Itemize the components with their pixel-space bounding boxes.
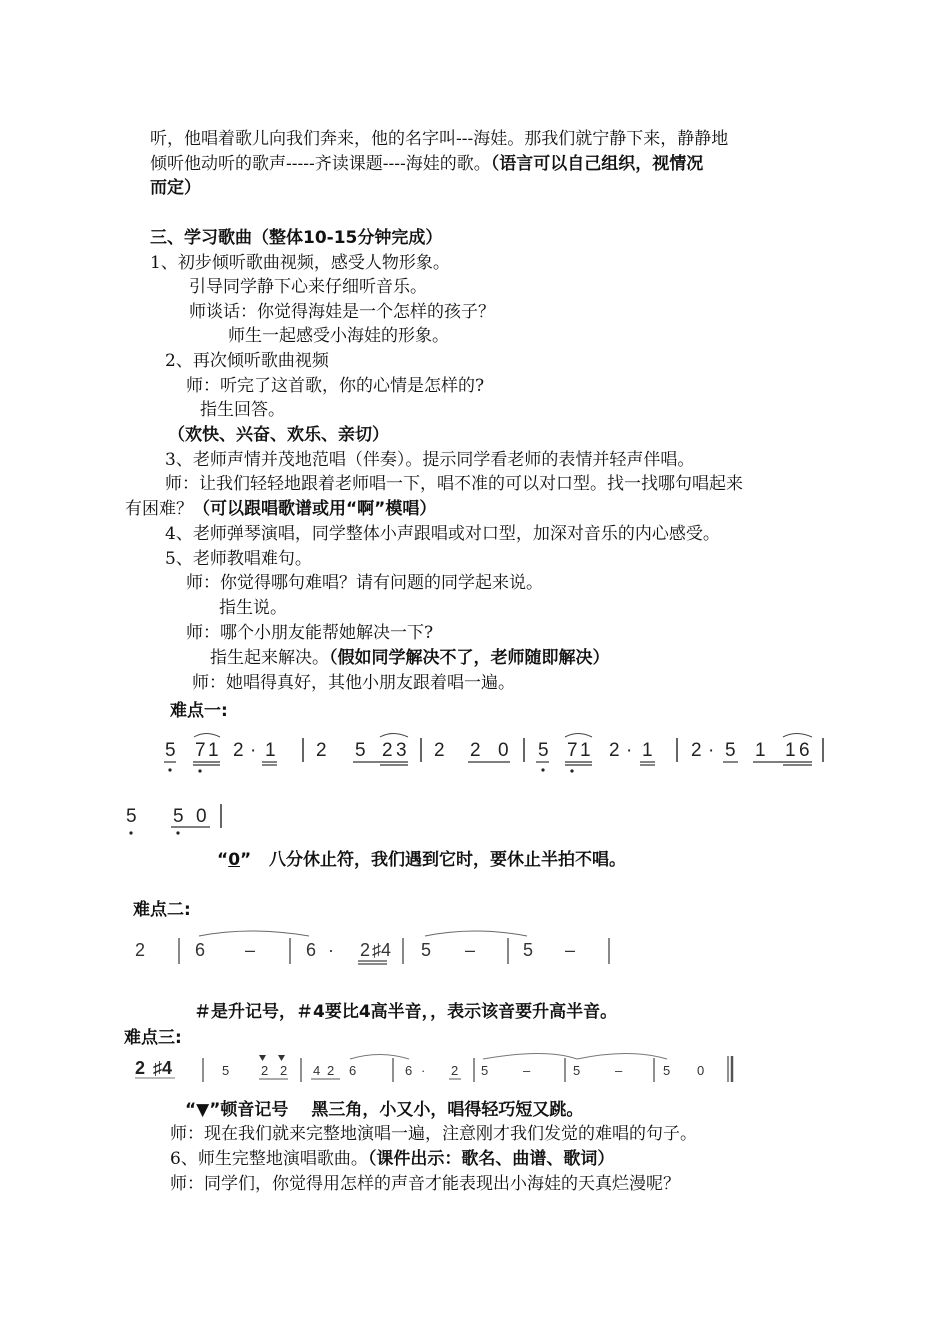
note: – <box>565 940 576 960</box>
note: – <box>465 940 476 960</box>
step-5d <box>210 646 610 670</box>
octave-dot <box>176 831 179 834</box>
difficulty-1-explanation: 八分休止符，我们遇到它时，要休止半拍不唱。 <box>268 850 626 870</box>
difficulty-2-note: ＃是升记号，＃4要比4高半音，，表示该音要升高半音。 <box>194 1002 618 1022</box>
step-2a: 师：听完了这首歌，你的心情是怎样的? <box>186 376 485 396</box>
note: 2 <box>280 1063 288 1078</box>
note: 3 <box>396 740 407 761</box>
note: 5 <box>538 740 549 761</box>
note: 6 <box>195 940 206 960</box>
octave-dots <box>168 768 573 772</box>
note: 2 <box>470 740 481 761</box>
note: 2 <box>360 940 371 960</box>
intro-line-2-text: 倾听他动听的歌声-----齐读课题----海娃的歌。 <box>150 154 491 174</box>
note: 1 <box>755 740 766 761</box>
step-2c: （欢快、兴奋、欢乐、亲切） <box>168 425 389 445</box>
note: 5 <box>573 1063 581 1078</box>
step-5a: 师：你觉得哪句难唱？请有问题的同学起来说。 <box>186 573 543 593</box>
ties <box>350 1054 667 1060</box>
step-3: 3、老师声情并茂地范唱（伴奏）。提示同学看老师的表情并轻声伴唱。 <box>165 450 695 470</box>
step-5d-note: （假如同学解决不了，老师随即解决） <box>329 648 610 668</box>
note: 5 <box>421 940 432 960</box>
note: 5 <box>173 806 184 827</box>
difficulty-1-notation-row-2 <box>120 800 250 836</box>
note: ♯4 <box>372 940 392 960</box>
intro-line-3: 而定） <box>150 178 201 198</box>
step-1: 1、初步倾听歌曲视频，感受人物形象。 <box>150 253 450 273</box>
step-5c: 师：哪个小朋友能帮她解决一下? <box>186 623 434 643</box>
difficulty-3-label: 难点三: <box>124 1028 182 1048</box>
note: 5 <box>481 1063 489 1078</box>
step-5d-text: 指生起来解决。 <box>210 648 329 668</box>
note: 1 <box>265 740 276 761</box>
difficulty-1-note <box>217 848 626 872</box>
difficulty-2-notation <box>125 928 625 972</box>
step-4: 4、老师弹琴演唱，同学整体小声跟唱或对口型，加深对音乐的内心感受。 <box>165 524 720 544</box>
closing-line-2 <box>170 1147 614 1171</box>
octave-dot <box>129 831 132 834</box>
closing-line-3: 师：同学们，你觉得用怎样的声音才能表现出小海娃的天真烂漫呢？ <box>170 1174 680 1194</box>
note: 6 <box>306 940 317 960</box>
note: 2 <box>434 740 445 761</box>
note: 6 <box>349 1063 357 1078</box>
beams <box>358 961 387 964</box>
note: 0 <box>697 1063 705 1078</box>
note: 7 <box>195 740 206 761</box>
intro-line-2 <box>150 152 703 176</box>
quote-close: ” <box>240 850 252 870</box>
note: 2 <box>691 740 702 761</box>
difficulty-1-label: 难点一: <box>170 701 228 721</box>
intro-line-1: 听，他唱着歌儿向我们奔来，他的名字叫---海娃。那我们就宁静下来，静静地 <box>150 129 729 149</box>
note: 6 <box>405 1063 413 1078</box>
note: – <box>523 1063 531 1078</box>
step-5: 5、老师教唱难句。 <box>165 549 312 569</box>
step-1a: 引导同学静下心来仔细听音乐。 <box>189 277 427 297</box>
time-signature-note: 2 <box>135 1058 146 1078</box>
barlines <box>179 938 609 964</box>
note: · <box>328 940 334 960</box>
note: 2 <box>316 740 327 761</box>
time-signature-note: ♯4 <box>153 1058 173 1078</box>
step-2: 2、再次倾听歌曲视频 <box>165 351 329 371</box>
note: 2 <box>261 1063 269 1078</box>
note: 6 <box>799 740 810 761</box>
note: · <box>250 740 257 761</box>
step-3b-note: （可以跟唱歌谱或用“啊”模唱） <box>193 499 437 519</box>
note: – <box>245 940 256 960</box>
note: 5 <box>725 740 736 761</box>
note: 5 <box>355 740 366 761</box>
difficulty-3-notation <box>125 1050 745 1090</box>
note: 2 <box>135 940 146 960</box>
closing-line-2-note: （课件出示：歌名、曲谱、歌词） <box>367 1149 615 1169</box>
note: 1 <box>785 740 796 761</box>
ties <box>199 931 527 936</box>
note: 2 <box>451 1063 459 1078</box>
note: 5 <box>165 740 176 761</box>
note: 2 <box>233 740 244 761</box>
note: 2 <box>382 740 393 761</box>
note: – <box>615 1063 623 1078</box>
step-3b <box>125 497 436 521</box>
note: 5 <box>126 806 137 827</box>
rest-symbol: 0 <box>228 850 241 870</box>
note: 2 <box>609 740 620 761</box>
step-5e: 师：她唱得真好，其他小朋友跟着唱一遍。 <box>192 673 515 693</box>
barlines <box>303 738 823 762</box>
note: · <box>626 740 633 761</box>
step-3a: 师：让我们轻轻地跟着老师唱一下，唱不准的可以对口型。找一找哪句唱起来 <box>165 474 743 494</box>
difficulty-2-label: 难点二: <box>133 900 191 920</box>
step-5b: 指生说。 <box>219 598 287 618</box>
step-2b: 指生回答。 <box>200 400 285 420</box>
difficulty-1-notation-row-1 <box>150 728 850 776</box>
step-1b: 师谈话：你觉得海娃是一个怎样的孩子？ <box>189 302 495 322</box>
note: · <box>421 1063 426 1078</box>
closing-line-1: 师：现在我们就来完整地演唱一遍，注意刚才我们发觉的难唱的句子。 <box>170 1124 697 1144</box>
note: 5 <box>523 940 534 960</box>
note: 0 <box>498 740 509 761</box>
note: · <box>708 740 715 761</box>
slurs <box>194 734 812 738</box>
note: 2 <box>327 1063 335 1078</box>
note: 7 <box>567 740 578 761</box>
beams <box>164 762 812 765</box>
quote-open: “ <box>217 850 229 870</box>
intro-line-2-note: （语言可以自己组织，视情况 <box>490 154 704 174</box>
note: 5 <box>222 1063 230 1078</box>
step-1c: 师生一起感受小海娃的形象。 <box>228 326 449 346</box>
closing-line-2-text: 6、师生完整地演唱歌曲。 <box>170 1149 368 1169</box>
step-3b-text: 有困难？ <box>125 499 193 519</box>
note: 0 <box>196 806 207 827</box>
note: 5 <box>663 1063 671 1078</box>
section-heading: 三、学习歌曲（整体10-15分钟完成） <box>150 228 443 248</box>
note: 1 <box>208 740 219 761</box>
note: 4 <box>313 1063 321 1078</box>
staccato-marks <box>259 1055 285 1061</box>
difficulty-3-note: “▼”顿音记号 黑三角，小又小，唱得轻巧短又跳。 <box>185 1100 584 1120</box>
note: 1 <box>580 740 591 761</box>
note: 1 <box>642 740 653 761</box>
